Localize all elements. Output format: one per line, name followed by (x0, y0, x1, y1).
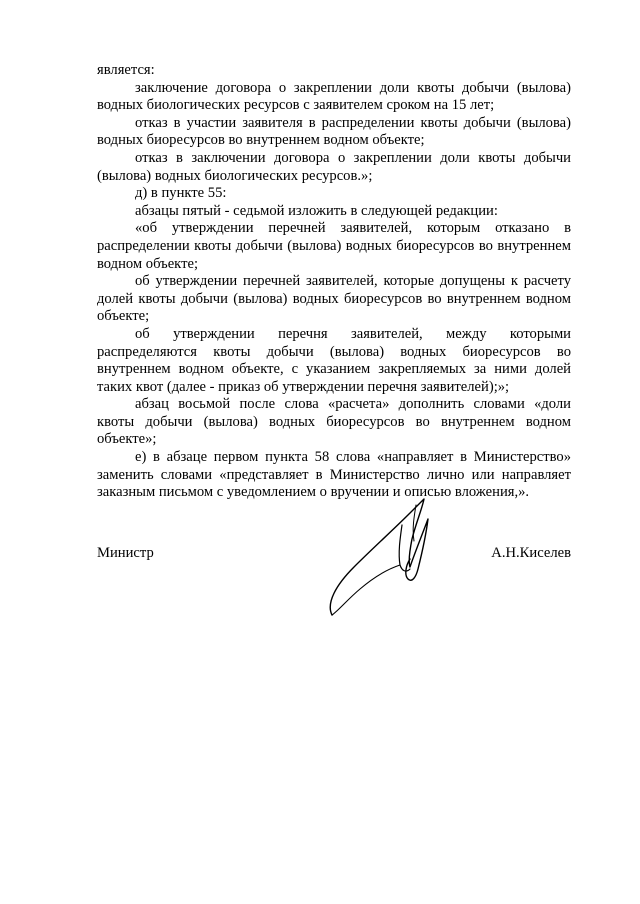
paragraph: заключение договора о закреплении доли квоты добычи (вылова) водных биологических ресурсов с заявителем сроком на 15 лет; (97, 79, 571, 114)
paragraph: об утверждении перечней заявителей, которые допущены к расчету долей квоты добычи (вылова) водных биоресурсов во внутреннем водном объекте; (97, 273, 571, 325)
paragraph: отказ в заключении договора о закреплении доли квоты добычи (вылова) водных биологических ресурсов.»; (97, 149, 571, 184)
paragraph: об утверждении перечня заявителей, между которыми распределяются квоты добычи (вылова) водных биоресурсов во внутреннем водном объекте, с указанием закрепляемых за ними долей таких квот (далее - приказ об утверждении перечня заявителей);»; (97, 325, 571, 395)
position-title: Министр (97, 545, 154, 561)
paragraph: абзацы пятый - седьмой изложить в следующей редакции: (135, 202, 498, 219)
paragraph: д) в пункте 55: (135, 185, 227, 202)
paragraph: «об утверждении перечней заявителей, которым отказано в распределении квоты добычи (вылова) водных биоресурсов во внутреннем водном объекте; (97, 220, 571, 272)
paragraph: е) в абзаце первом пункта 58 слова «направляет в Министерство» заменить словами «представляет в Министерство лично или направляет заказным письмом с уведомлением о вручении и описью вложения,». (97, 449, 571, 501)
document-body (97, 62, 571, 502)
paragraph: является: (97, 62, 155, 78)
signer-name: А.Н.Киселев (491, 545, 571, 561)
handwritten-signature (318, 495, 448, 625)
paragraph: абзац восьмой после слова «расчета» дополнить словами «доли квоты добычи (вылова) водных биоресурсов во внутреннем водном объекте»; (97, 396, 571, 448)
paragraph: отказ в участии заявителя в распределении квоты добычи (вылова) водных биоресурсов во внутреннем водном объекте; (97, 114, 571, 149)
